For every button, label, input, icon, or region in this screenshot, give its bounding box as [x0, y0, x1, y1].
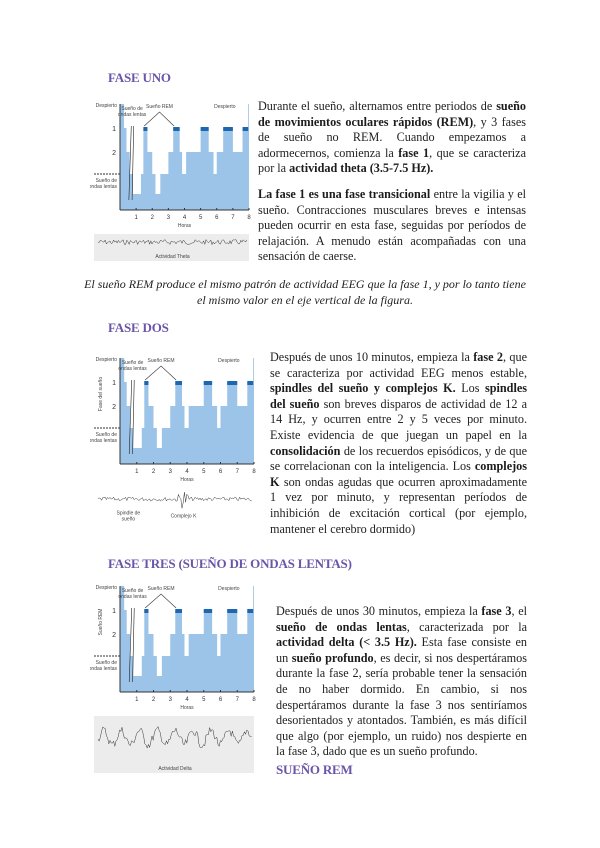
text-run: , y 3 fases de sueño no REM. Cuando empezamos a adormecernos, comienza la: [258, 114, 526, 160]
x-tick-label: 3: [168, 697, 172, 703]
rem-period-bar: [175, 381, 182, 385]
eeg-label-spindle: sueño: [121, 516, 136, 523]
text-run: Después de unos 30 minutos, empieza la: [276, 604, 482, 618]
y-label-1: 1: [112, 380, 116, 387]
annotation-sws: ondas lentas: [118, 366, 147, 372]
x-tick-label: 2: [151, 697, 156, 703]
text-run: Esta fase consiste en un: [276, 635, 527, 665]
annotation-awake: Despierto: [214, 104, 236, 110]
bold-term: complejos K: [270, 459, 527, 489]
rem-period-bar: [204, 609, 212, 613]
rem-period-bar: [247, 609, 253, 613]
sleep-stage-area: [120, 358, 254, 464]
y-axis-title: Fase del sueño: [98, 376, 104, 412]
bold-term: fase 2: [473, 350, 503, 364]
x-tick-label: 7: [231, 215, 235, 221]
y-label-2: 2: [112, 150, 116, 157]
x-tick-label: 5: [202, 697, 206, 703]
text-run: , que se caracteriza por actividad EEG menos estable,: [270, 350, 527, 380]
rem-period-bar: [227, 609, 237, 613]
x-tick-label: 8: [247, 215, 251, 221]
y-label-sws: ondas lentas: [90, 438, 117, 444]
y-label-sws: Sueño de: [95, 178, 117, 184]
rem-period-bar: [173, 127, 179, 131]
x-tick-label: 6: [215, 215, 219, 221]
hypnogram-svg: [90, 98, 255, 263]
rem-period-bar: [247, 381, 253, 385]
sleep-stage-area: [117, 104, 249, 210]
x-tick-label: 5: [202, 469, 206, 475]
rem-period-bar: [223, 127, 233, 131]
x-axis-label: Horas: [180, 477, 194, 483]
figure-caption: El sueño REM produce el mismo patrón de actividad EEG que la fase 1, y por lo tanto tiene el mismo valor en el eje vertical de la figura.: [84, 277, 526, 307]
eeg-label: Actividad Theta: [155, 254, 190, 260]
hypnogram-figure-3: [90, 580, 260, 775]
heading-fase-dos: FASE DOS: [108, 320, 169, 335]
x-tick-label: 6: [218, 469, 223, 475]
annotation-awake: Despierto: [218, 358, 240, 364]
text-run: Durante el sueño, alternamos entre periodos de: [258, 99, 497, 113]
bold-term: actividad theta (3.5-7.5 Hz).: [289, 161, 434, 176]
hypnogram-figure-2: [90, 352, 260, 527]
text-run: Los: [455, 381, 485, 396]
x-tick-label: 6: [218, 697, 223, 703]
bold-term: fase 3: [481, 604, 512, 618]
x-tick-label: 4: [185, 469, 189, 475]
x-tick-label: 8: [252, 469, 256, 475]
text-run: son ondas agudas que ocurren aproximadamente 1 vez por minuto, y representan períodos de inhibición de excitación cortical (por ejemplo, mantener el cerebro dormido): [270, 474, 527, 536]
x-tick-label: 7: [235, 697, 239, 703]
heading-fase-uno: FASE UNO: [108, 70, 171, 85]
annotation-pointer: [144, 112, 174, 126]
heading-fase-tres: FASE TRES (SUEÑO DE ONDAS LENTAS): [108, 556, 352, 571]
text-run: , que se caracteriza por la: [258, 145, 526, 176]
annotation-pointer: [145, 594, 176, 608]
text-run: son breves disparos de actividad de 12 a 14 Hz, y ocurren entre 2 y 5 veces por minuto. Existe evidencia de que juegan un papel en la: [270, 396, 527, 442]
x-tick-label: 4: [185, 697, 189, 703]
text-fase-tres: [276, 604, 527, 778]
text-run: entre la vigilia y el sueño. Contracciones musculares breves e intensas pueden ocurrir en esta fase, seguidas por períodos de relajación. A menudo están acompañadas con una sensación de caerse.: [258, 186, 527, 264]
bold-term: sueño profundo: [291, 650, 374, 665]
eeg-trace: [98, 492, 252, 508]
y-label-sws: ondas lentas: [90, 184, 117, 190]
y-label-sws: Sueño de: [95, 432, 117, 438]
x-tick-label: 2: [151, 469, 156, 475]
rem-period-bar: [144, 609, 148, 613]
paragraphs: [258, 99, 526, 265]
paragraph: [258, 99, 526, 177]
rem-period-bar: [243, 127, 249, 131]
y-label-1: 1: [112, 126, 116, 133]
rem-period-bar: [143, 127, 147, 131]
annotation-sws: ondas lentas: [117, 112, 147, 118]
paragraph: [276, 604, 527, 760]
y-label-awake: Despierto: [95, 585, 117, 591]
eeg-label: Actividad Delta: [158, 766, 192, 772]
paragraph: [270, 350, 527, 537]
hypnogram-figure-1: [90, 98, 255, 263]
x-tick-label: 5: [198, 215, 203, 221]
x-tick-label: 7: [235, 469, 239, 475]
annotation-sws: Sueño de: [121, 588, 144, 594]
annotation-sws: Sueño de: [121, 360, 144, 366]
annotation-sws: ondas lentas: [118, 594, 147, 600]
y-label-sws: ondas lentas: [90, 666, 117, 672]
x-tick-label: 3: [166, 215, 171, 221]
x-tick-label: 8: [252, 697, 256, 703]
text-fase-uno: [258, 99, 526, 267]
bold-term: spindles del sueño: [270, 381, 528, 411]
x-tick-label: 1: [134, 215, 138, 221]
rem-period-bar: [175, 609, 182, 613]
text-run: de los recuerdos episódicos, y de que se correlacionan con la inteligencia. Los: [270, 443, 527, 474]
y-label-1: 1: [112, 608, 116, 615]
y-label-2: 2: [112, 404, 116, 411]
y-label-sws: Sueño de: [95, 660, 117, 666]
bold-term: sueño de movimientos oculares rápidos (REM): [258, 99, 526, 129]
x-tick-label: 1: [135, 469, 139, 475]
eeg-panel: [94, 716, 254, 773]
rem-period-bar: [204, 381, 212, 385]
annotation-pointer: [145, 366, 176, 380]
y-label-awake: Despierto: [95, 357, 117, 363]
heading-sueno-rem: SUEÑO REM: [276, 761, 353, 777]
text-run: Después de unos 10 minutos, empieza la: [270, 350, 474, 364]
bold-term: fase 1: [398, 145, 430, 160]
x-tick-label: 1: [135, 697, 139, 703]
text-run: , el: [511, 604, 527, 618]
bold-term: La fase 1 es una fase transicional: [258, 186, 431, 201]
eeg-label-k-complex: Complejo K: [170, 513, 197, 520]
hypnogram-svg: [90, 580, 260, 775]
annotation-awake: Despierto: [218, 586, 240, 592]
paragraphs: [270, 350, 527, 537]
paragraphs: [276, 604, 527, 760]
bold-term: sueño de ondas lentas: [276, 619, 407, 634]
rem-period-bar: [201, 127, 209, 131]
bold-term: consolidación: [270, 443, 341, 458]
x-tick-label: 3: [168, 469, 172, 475]
text-run: , caracterizada por la: [406, 619, 527, 634]
rem-period-bar: [144, 381, 148, 385]
text-run: , es decir, si nos despertáramos durante la fase 2, sería probable tener la sensación de no haber dormido. En cambio, si nos despertáramos durante la fase 3 nos sentiríamos desorientados y atontados. También, es más difícil que algo (por ejemplo, un ruido) nos despierte en la fase 3, dado que es un sueño profundo.: [276, 650, 527, 759]
bold-term: spindles del sueño y complejos K.: [270, 381, 456, 396]
x-axis-label: Horas: [180, 705, 194, 711]
y-label-awake: Despierto: [95, 103, 117, 109]
x-axis-label: Horas: [177, 223, 192, 229]
bold-term: actividad delta (< 3.5 Hz).: [276, 635, 417, 650]
x-tick-label: 4: [182, 215, 187, 221]
x-tick-label: 2: [150, 215, 154, 221]
text-fase-dos: [270, 350, 527, 539]
sleep-stage-area: [120, 586, 254, 692]
y-axis-title: Sueño REM: [98, 608, 104, 636]
paragraph: [258, 187, 526, 265]
annotation-sws: Sueño de: [121, 106, 143, 112]
y-label-2: 2: [112, 632, 116, 639]
annotation-rem: Sueño REM: [147, 358, 175, 364]
annotation-rem: Sueño REM: [147, 586, 175, 592]
annotation-rem: Sueño REM: [146, 104, 173, 110]
rem-period-bar: [227, 381, 237, 385]
hypnogram-svg: [90, 352, 260, 527]
eeg-label-spindle: Spindle de: [116, 510, 141, 517]
